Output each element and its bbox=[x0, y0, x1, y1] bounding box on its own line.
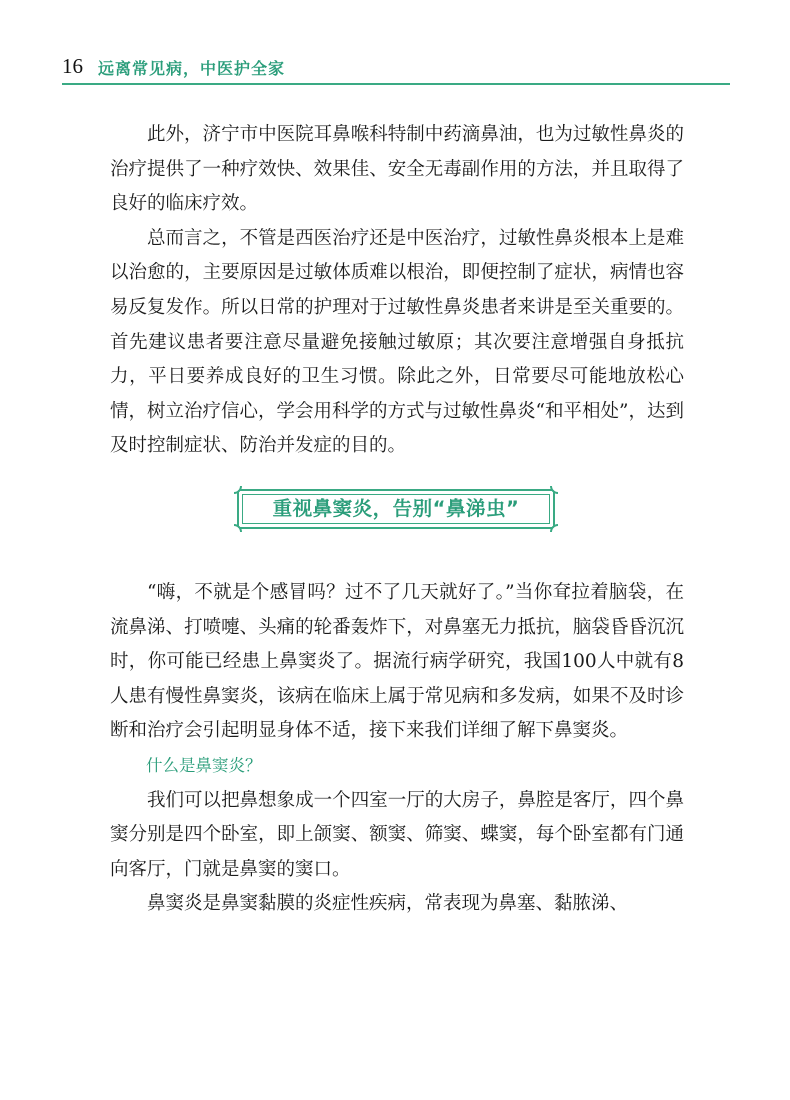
page-body bbox=[110, 118, 684, 922]
page-header bbox=[62, 52, 730, 84]
section-heading-block bbox=[110, 464, 684, 576]
page-number: 16 bbox=[62, 54, 83, 78]
body-paragraph: 鼻窦炎是鼻窦黏膜的炎症性疾病，常表现为鼻塞、黏脓涕、 bbox=[147, 893, 629, 915]
subheading: 什么是鼻窦炎？ bbox=[146, 755, 262, 775]
body-paragraph: 总而言之，不管是西医治疗还是中医治疗，过敏性鼻炎根本上是难以治愈的，主要原因是过敏体质难以根治，即便控制了症状，病情也容易反复发作。所以日常的护理对于过敏性鼻炎患者来讲是至关重要的。首先建议患者要注意尽量避免接触过敏原；其次要注意增强自身抵抗力，平日要养成良好的卫生习惯。除此之外，日常要尽可能地放松心情，树立治疗信心，学会用科学的方式与过敏性鼻炎“和平相处”，达到及时控制症状、防治并发症的目的。 bbox=[110, 227, 684, 457]
body-paragraph: 我们可以把鼻想象成一个四室一厅的大房子，鼻腔是客厅，四个鼻窦分别是四个卧室，即上颌窦、额窦、筛窦、蝶窦，每个卧室都有门通向客厅，门就是鼻窦的窦口。 bbox=[110, 789, 684, 880]
running-title: 远离常见病，中医护全家 bbox=[98, 59, 286, 78]
header-rule bbox=[62, 83, 730, 85]
body-paragraph: “嗨，不就是个感冒吗？过不了几天就好了。”当你耷拉着脑袋，在流鼻涕、打喷嚏、头痛的轮番轰炸下，对鼻塞无力抵抗，脑袋昏昏沉沉时，你可能已经患上鼻窦炎了。据流行病学研究，我国100人中就有8人患有慢性鼻窦炎，该病在临床上属于常见病和多发病，如果不及时诊断和治疗会引起明显身体不适，接下来我们详细了解下鼻窦炎。 bbox=[110, 581, 684, 742]
section-title-frame bbox=[237, 489, 555, 529]
section-title: 重视鼻窦炎，告别“鼻涕虫” bbox=[272, 496, 520, 520]
body-paragraph: 此外，济宁市中医院耳鼻喉科特制中药滴鼻油，也为过敏性鼻炎的治疗提供了一种疗效快、效果佳、安全无毒副作用的方法，并且取得了良好的临床疗效。 bbox=[110, 124, 684, 215]
